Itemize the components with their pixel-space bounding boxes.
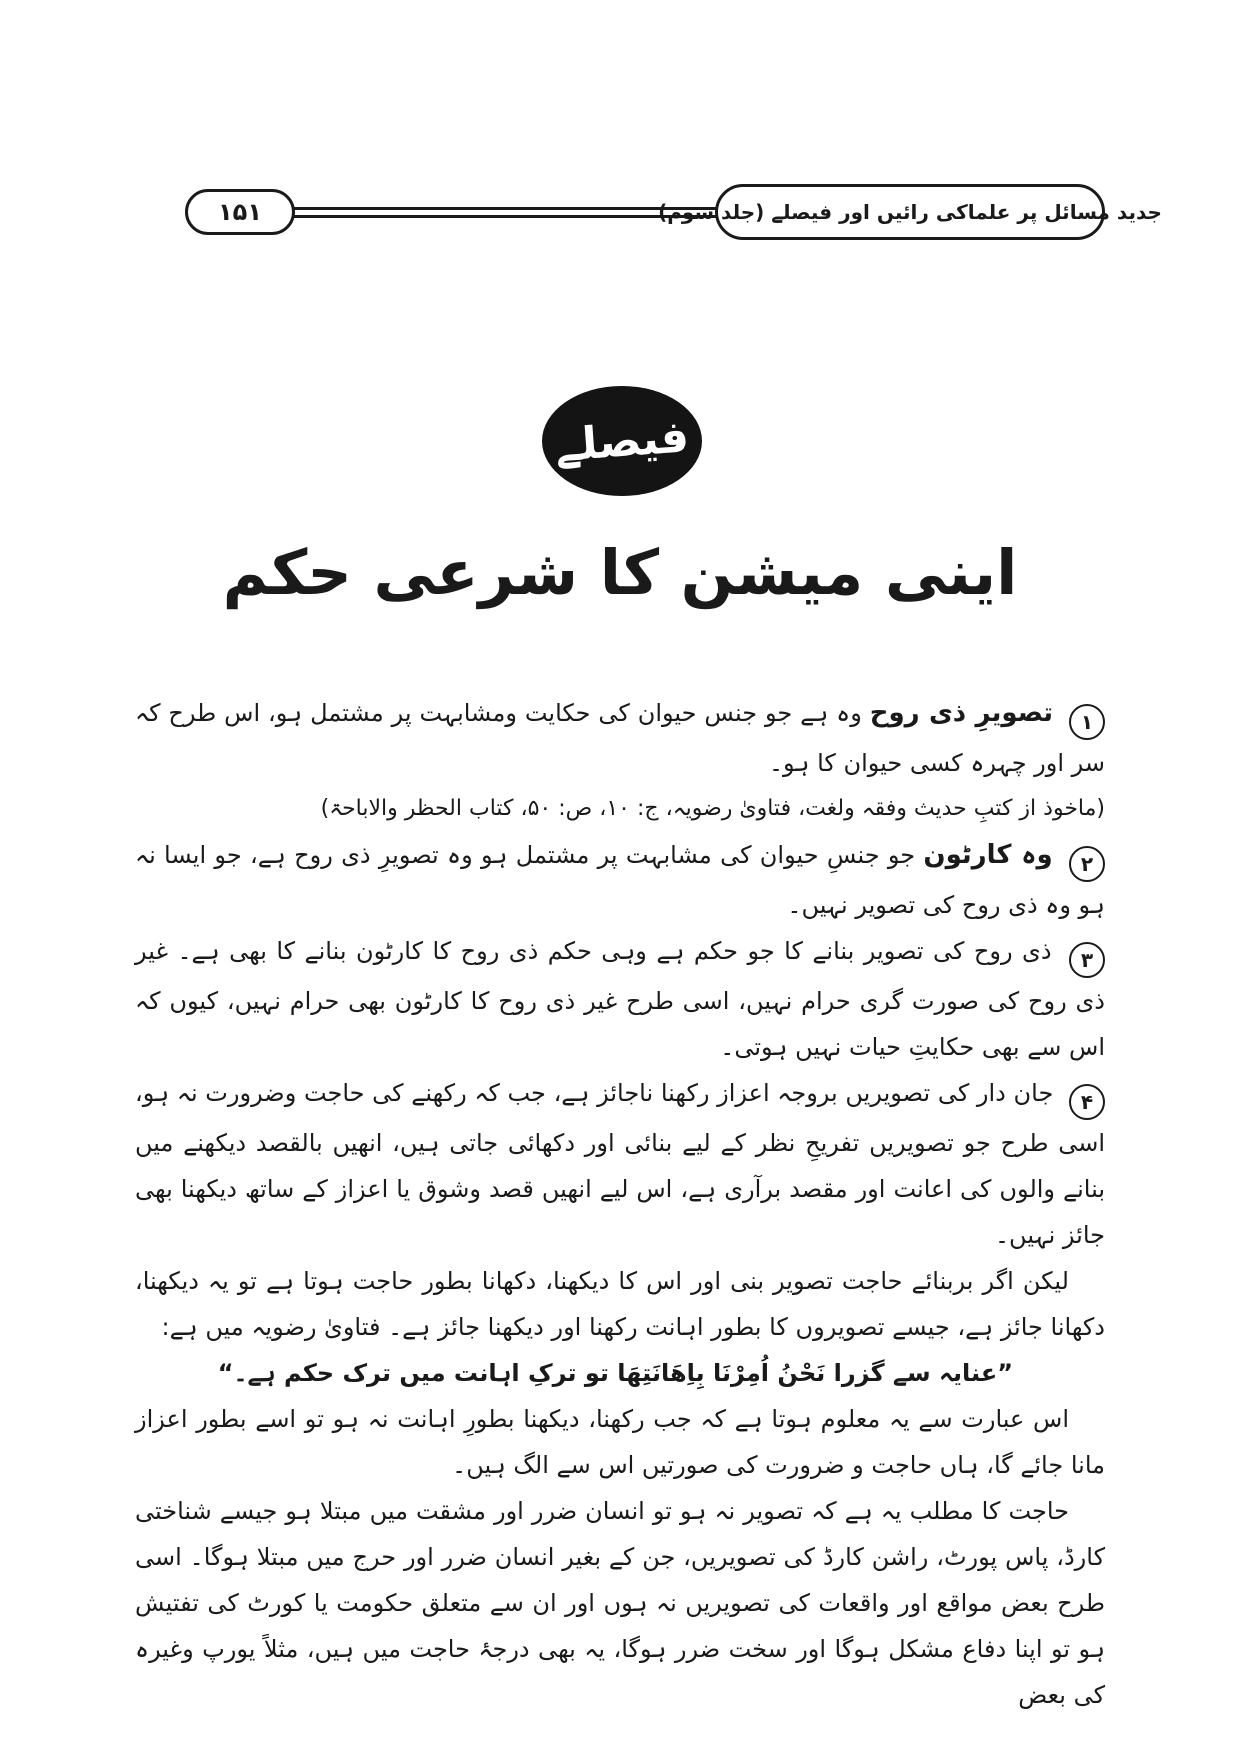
ruling-3-text: ذی روح کی تصویر بنانے کا جو حکم ہے وہی حکم ذی روح کا کارٹون بنانے کا بھی ہے۔ غیر ذی روح کی صورت گری حرام نہیں، اسی طرح غیر ذی روح کا کارٹون بھی حرام نہیں، کیوں کہ اس سے بھی حکایتِ حیات نہیں ہوتی۔ [135, 937, 1105, 1061]
fatawa-razawiyya-quote: ”عنایہ سے گزرا نَحْنُ اُمِرْنَا بِاِھَانَتِھَا تو ترکِ اہانت میں ترک حکم ہے۔“ [217, 1359, 1013, 1387]
book-title-badge [658, 184, 1162, 240]
circled-number-2 [1069, 846, 1105, 882]
ruling-item-4 [135, 1070, 1105, 1258]
page-header [185, 184, 1162, 240]
ruling-2-lead: وہ کارٹون [923, 840, 1053, 870]
circled-number-1-value: ۱ [1080, 710, 1094, 734]
ruling-1-text: وہ ہے جو جنس حیوان کی حکایت ومشابہت پر مشتمل ہو، اس طرح کہ سر اور چہرہ کسی حیوان کا ہو۔ [135, 699, 1105, 777]
ruling-4-text: جان دار کی تصویریں بروجہ اعزاز رکھنا ناجائز ہے، جب کہ رکھنے کی حاجت وضرورت نہ ہو، اسی طرح جو تصویریں تفریحِ نظر کے لیے بنائی اور دکھائی جاتی ہیں، انھیں بالقصد دیکھنے میں بنانے والوں کی اعانت اور مقصد برآری ہے، اس لیے انھیں قصد وشوق یا اعزاز کے ساتھ دیکھنا بھی جائز نہیں۔ [135, 1079, 1105, 1249]
page-number-badge [185, 189, 295, 235]
ruling-1-lead: تصویرِ ذی روح [869, 698, 1054, 728]
header-rule [292, 207, 718, 218]
circled-number-4 [1069, 1084, 1105, 1120]
circled-number-3-value: ۳ [1080, 948, 1094, 972]
section-badge [542, 386, 702, 496]
body-paragraph-explanation: اس عبارت سے یہ معلوم ہوتا ہے کہ جب رکھنا، دیکھنا بطورِ اہانت نہ ہو تو اسے بطور اعزاز مانا جائے گا، ہاں حاجت و ضرورت کی صورتیں اس سے الگ ہیں۔ [135, 1405, 1105, 1479]
book-title: جدید مسائل پر علماکی رائیں اور فیصلے (جلد سوم) [658, 200, 1162, 224]
ruling-item-1 [135, 690, 1105, 786]
page-number: ۱۵۱ [218, 198, 262, 226]
body-paragraph-hajat-intro: لیکن اگر بربنائے حاجت تصویر بنی اور اس کا دیکھنا، دکھانا بطور حاجت ہوتا ہے تو یہ دیکھنا، دکھانا جائز ہے، جیسے تصویروں کا بطور اہانت رکھنا اور دیکھنا جائز ہے۔ فتاویٰ رضویہ میں ہے: [135, 1267, 1105, 1341]
article-title: اینی میشن کا شرعی حکم [222, 536, 1018, 609]
circled-number-1 [1069, 704, 1105, 740]
source-citation: (ماخوذ از کتبِ حدیث وفقہ ولغت، فتاویٰ رضویہ، ج: ۱۰، ص: ۵۰، کتاب الحظر والاباحۃ) [320, 796, 1105, 821]
body-paragraph-hajat-meaning: حاجت کا مطلب یہ ہے کہ تصویر نہ ہو تو انسان ضرر اور مشقت میں مبتلا ہو جیسے شناختی کارڈ، پاس پورٹ، راشن کارڈ کی تصویریں، جن کے بغیر انسان ضرر اور حرج میں مبتلا ہوگا۔ اسی طرح بعض مواقع اور واقعات کی تصویریں نہ ہوں اور ان سے متعلق حکومت یا کورٹ کی تفتیش ہو تو اپنا دفاع مشکل ہوگا اور سخت ضرر ہوگا، یہ بھی درجۂ حاجت میں ہیں، مثلاً یورپ وغیرہ کی بعض [135, 1497, 1105, 1709]
ruling-item-3 [135, 928, 1105, 1070]
article-body [135, 690, 1105, 1718]
circled-number-4-value: ۴ [1080, 1090, 1094, 1114]
section-badge-label: فیصلے [553, 410, 691, 472]
circled-number-3 [1069, 942, 1105, 978]
ruling-2-text: جو جنسِ حیوان کی مشابہت پر مشتمل ہو وہ تصویرِ ذی روح ہے، جو ایسا نہ ہو وہ ذی روح کی تصویر نہیں۔ [135, 841, 1105, 919]
circled-number-2-value: ۲ [1080, 852, 1094, 876]
ruling-item-2 [135, 832, 1105, 928]
